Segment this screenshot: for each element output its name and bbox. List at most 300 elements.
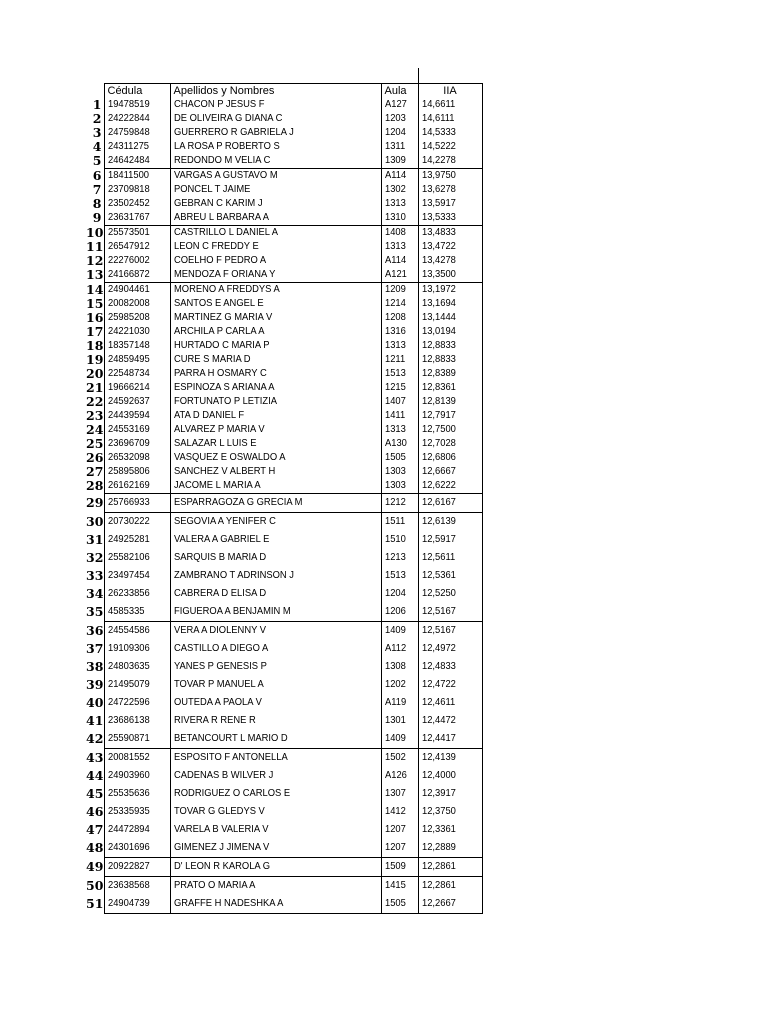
- cedula-cell: [104, 676, 170, 694]
- cedula-cell: [104, 226, 170, 241]
- name-cell-text: ESPARRAGOZA G GRECIA M: [173, 497, 302, 508]
- cedula-cell-text: 20922827: [107, 861, 150, 872]
- row-number: [86, 325, 104, 339]
- iia-cell-text: 12,4417: [421, 733, 456, 744]
- table-body: [86, 98, 482, 914]
- cedula-cell: [104, 98, 170, 112]
- table-row: [86, 451, 482, 465]
- column-header-iia: IIA: [418, 84, 482, 99]
- cedula-cell-text: 22548734: [107, 368, 150, 379]
- row-number-text: 24: [86, 423, 104, 437]
- row-number-text: 47: [86, 822, 104, 837]
- aula-cell-text: 1313: [384, 340, 406, 351]
- aula-cell-text: 1316: [384, 326, 406, 337]
- name-cell-text: MARTINEZ G MARIA V: [173, 312, 272, 323]
- row-number: [86, 465, 104, 479]
- row-number-text: 8: [92, 197, 102, 211]
- iia-cell-text: 13,4833: [421, 227, 456, 238]
- cedula-cell-text: 24759848: [107, 127, 150, 138]
- iia-cell-text: 12,7028: [421, 438, 456, 449]
- row-number: [86, 437, 104, 451]
- iia-cell-text: 12,4472: [421, 715, 456, 726]
- aula-cell: [381, 183, 418, 197]
- name-cell: [170, 254, 381, 268]
- iia-cell: [418, 211, 482, 226]
- cedula-cell-text: 25535636: [107, 788, 150, 799]
- aula-cell-text: 1511: [384, 516, 405, 527]
- aula-cell: [381, 494, 418, 513]
- table-row: [86, 513, 482, 532]
- row-number-text: 23: [86, 409, 104, 423]
- row-number-text: 44: [86, 768, 104, 783]
- iia-cell-text: 13,0194: [421, 326, 456, 337]
- aula-cell: [381, 197, 418, 211]
- cedula-cell-text: 24222844: [107, 113, 150, 124]
- row-number-text: 7: [92, 183, 102, 197]
- name-cell-text: MORENO A FREDDYS A: [173, 284, 280, 295]
- cedula-cell: [104, 567, 170, 585]
- cedula-cell: [104, 877, 170, 896]
- row-number: [86, 494, 104, 513]
- aula-cell-text: 1207: [384, 824, 406, 835]
- table-row: [86, 183, 482, 197]
- aula-cell-text: 1409: [384, 625, 406, 636]
- aula-cell: [381, 676, 418, 694]
- aula-cell-text: 1505: [384, 452, 406, 463]
- cedula-cell: [104, 803, 170, 821]
- row-number-text: 20: [86, 367, 104, 381]
- cedula-cell-text: 24642484: [107, 155, 150, 166]
- row-number-text: 30: [86, 513, 104, 529]
- iia-cell: [418, 513, 482, 532]
- row-number-text: 17: [86, 325, 104, 339]
- cedula-cell-text: 19109306: [107, 643, 150, 654]
- cedula-cell-text: 24472894: [107, 824, 150, 835]
- row-number: [86, 140, 104, 154]
- aula-cell-text: 1204: [384, 588, 406, 599]
- table-row: [86, 785, 482, 803]
- table-row: [86, 211, 482, 226]
- row-number: [86, 895, 104, 914]
- cedula-cell: [104, 254, 170, 268]
- row-number: [86, 339, 104, 353]
- table-row: [86, 395, 482, 409]
- iia-cell-text: 12,4722: [421, 679, 456, 690]
- table-row: [86, 254, 482, 268]
- row-number: [86, 839, 104, 858]
- iia-cell: [418, 712, 482, 730]
- table-row: [86, 622, 482, 641]
- name-cell-text: PONCEL T JAIME: [173, 184, 250, 195]
- cedula-cell: [104, 622, 170, 641]
- aula-cell-text: A127: [384, 99, 407, 110]
- name-cell-text: VARGAS A GUSTAVO M: [173, 170, 278, 181]
- row-number-text: 25: [86, 437, 104, 451]
- aula-cell-text: 1513: [384, 368, 406, 379]
- table-row: [86, 423, 482, 437]
- row-number-text: 12: [86, 254, 104, 268]
- name-cell: [170, 367, 381, 381]
- aula-cell-text: 1212: [384, 497, 406, 508]
- cedula-cell-text: 22276002: [107, 255, 150, 266]
- aula-cell: [381, 513, 418, 532]
- row-number-text: 6: [92, 168, 102, 183]
- cedula-cell-text: 24925281: [107, 534, 150, 545]
- name-cell: [170, 339, 381, 353]
- row-number: [86, 197, 104, 211]
- aula-cell-text: 1308: [384, 661, 406, 672]
- aula-cell-text: 1303: [384, 480, 406, 491]
- aula-cell: [381, 479, 418, 494]
- iia-cell: [418, 395, 482, 409]
- iia-cell: [418, 437, 482, 451]
- row-number: [86, 297, 104, 311]
- cedula-cell: [104, 126, 170, 140]
- aula-cell: [381, 437, 418, 451]
- cedula-cell: [104, 367, 170, 381]
- row-number: [86, 367, 104, 381]
- aula-cell: [381, 240, 418, 254]
- aula-cell: [381, 283, 418, 298]
- aula-cell: [381, 622, 418, 641]
- row-number-text: 19: [86, 353, 104, 367]
- iia-cell-text: 12,5917: [421, 534, 456, 545]
- name-cell: [170, 640, 381, 658]
- table-row: [86, 311, 482, 325]
- aula-cell-text: 1214: [384, 298, 406, 309]
- iia-cell: [418, 640, 482, 658]
- row-number: [86, 640, 104, 658]
- iia-cell: [418, 531, 482, 549]
- cedula-cell: [104, 140, 170, 154]
- table-row: [86, 140, 482, 154]
- row-number-text: 15: [86, 297, 104, 311]
- name-cell: [170, 353, 381, 367]
- row-number-text: 11: [86, 240, 104, 254]
- cedula-cell-text: 23686138: [107, 715, 150, 726]
- aula-cell: [381, 311, 418, 325]
- row-number: [86, 451, 104, 465]
- cedula-cell-text: 26233856: [107, 588, 150, 599]
- iia-cell-text: 13,9750: [421, 170, 456, 181]
- iia-cell: [418, 730, 482, 749]
- row-number-text: 42: [86, 731, 104, 747]
- iia-cell: [418, 183, 482, 197]
- name-cell-text: CURE S MARIA D: [173, 354, 251, 365]
- cedula-cell-text: 25335935: [107, 806, 150, 817]
- iia-cell-text: 12,4139: [421, 752, 456, 763]
- cedula-cell: [104, 268, 170, 283]
- name-cell-text: CASTRILLO L DANIEL A: [173, 227, 278, 238]
- iia-cell-text: 12,4833: [421, 661, 456, 672]
- table-row: [86, 821, 482, 839]
- cedula-cell: [104, 549, 170, 567]
- iia-cell: [418, 658, 482, 676]
- iia-cell-text: 12,5361: [421, 570, 456, 581]
- name-cell-text: GEBRAN C KARIM J: [173, 198, 263, 209]
- name-cell: [170, 197, 381, 211]
- row-number: [86, 479, 104, 494]
- name-cell-text: ABREU L BARBARA A: [173, 212, 269, 223]
- row-number: [86, 730, 104, 749]
- iia-cell: [418, 98, 482, 112]
- aula-cell-text: A126: [384, 770, 407, 781]
- name-cell-text: CADENAS B WILVER J: [173, 770, 273, 781]
- row-number: [86, 858, 104, 877]
- column-header-nombres: Apellidos y Nombres: [170, 84, 381, 99]
- aula-cell-text: A121: [384, 269, 407, 280]
- cedula-cell: [104, 211, 170, 226]
- row-number-header: [86, 84, 104, 99]
- iia-cell: [418, 169, 482, 184]
- name-cell: [170, 465, 381, 479]
- row-number: [86, 268, 104, 283]
- cedula-cell-text: 24803635: [107, 661, 150, 672]
- aula-cell: [381, 585, 418, 603]
- row-number: [86, 803, 104, 821]
- cedula-cell: [104, 694, 170, 712]
- iia-cell: [418, 785, 482, 803]
- cedula-cell-text: 23502452: [107, 198, 150, 209]
- row-number: [86, 585, 104, 603]
- row-number: [86, 169, 104, 184]
- cedula-cell-text: 19478519: [107, 99, 150, 110]
- iia-cell: [418, 585, 482, 603]
- iia-cell-text: 12,3750: [421, 806, 456, 817]
- aula-cell: [381, 381, 418, 395]
- name-cell: [170, 226, 381, 241]
- row-number: [86, 603, 104, 622]
- name-cell: [170, 549, 381, 567]
- table-row: [86, 877, 482, 896]
- cedula-cell-text: 26547912: [107, 241, 150, 252]
- row-number: [86, 767, 104, 785]
- aula-cell-text: A114: [384, 170, 406, 181]
- table-row: [86, 585, 482, 603]
- aula-cell-text: 1215: [384, 382, 406, 393]
- cedula-cell: [104, 409, 170, 423]
- aula-cell-text: 1313: [384, 241, 406, 252]
- cedula-cell: [104, 603, 170, 622]
- cedula-cell: [104, 513, 170, 532]
- cedula-cell: [104, 395, 170, 409]
- name-cell: [170, 395, 381, 409]
- cedula-cell: [104, 197, 170, 211]
- iia-cell-text: 12,5167: [421, 625, 456, 636]
- row-number: [86, 98, 104, 112]
- name-cell: [170, 240, 381, 254]
- name-cell-text: VASQUEZ E OSWALDO A: [173, 452, 285, 463]
- name-cell-text: D' LEON R KAROLA G: [173, 861, 270, 872]
- row-number: [86, 409, 104, 423]
- name-cell: [170, 451, 381, 465]
- iia-cell-text: 13,5917: [421, 198, 456, 209]
- name-cell: [170, 409, 381, 423]
- iia-cell-text: 13,4722: [421, 241, 456, 252]
- row-number: [86, 513, 104, 532]
- iia-cell-text: 14,5333: [421, 127, 456, 138]
- name-cell-text: DE OLIVEIRA G DIANA C: [173, 113, 282, 124]
- iia-cell: [418, 603, 482, 622]
- name-cell: [170, 126, 381, 140]
- aula-cell: [381, 423, 418, 437]
- cedula-cell-text: 25590871: [107, 733, 150, 744]
- iia-cell-text: 12,2889: [421, 842, 456, 853]
- aula-cell: [381, 395, 418, 409]
- aula-cell-text: 1408: [384, 227, 406, 238]
- iia-cell: [418, 451, 482, 465]
- cedula-cell: [104, 437, 170, 451]
- name-cell: [170, 513, 381, 532]
- iia-cell: [418, 297, 482, 311]
- aula-cell-text: 1412: [384, 806, 406, 817]
- aula-cell-text: 1313: [384, 198, 406, 209]
- table-row: [86, 98, 482, 112]
- name-cell: [170, 603, 381, 622]
- name-cell: [170, 676, 381, 694]
- iia-cell-text: 12,4972: [421, 643, 456, 654]
- name-cell-text: ESPINOZA S ARIANA A: [173, 382, 275, 393]
- name-cell-text: LA ROSA P ROBERTO S: [173, 141, 280, 152]
- aula-cell: [381, 465, 418, 479]
- row-number: [86, 254, 104, 268]
- iia-cell-text: 12,4611: [421, 697, 455, 708]
- name-cell: [170, 895, 381, 914]
- cedula-cell: [104, 311, 170, 325]
- table-row: [86, 325, 482, 339]
- cedula-cell-text: 20730222: [107, 516, 150, 527]
- aula-cell-text: 1313: [384, 424, 406, 435]
- iia-cell: [418, 339, 482, 353]
- iia-cell: [418, 821, 482, 839]
- name-cell: [170, 479, 381, 494]
- iia-cell: [418, 494, 482, 513]
- iia-cell: [418, 479, 482, 494]
- row-number: [86, 154, 104, 169]
- iia-cell: [418, 803, 482, 821]
- cedula-cell: [104, 154, 170, 169]
- name-cell-text: CHACON P JESUS F: [173, 99, 264, 110]
- cedula-cell-text: 19666214: [107, 382, 150, 393]
- table-row: [86, 895, 482, 914]
- name-cell: [170, 803, 381, 821]
- row-number: [86, 749, 104, 768]
- column-header-cedula: Cédula: [104, 84, 170, 99]
- cedula-cell-text: 23497454: [107, 570, 150, 581]
- name-cell: [170, 821, 381, 839]
- row-number: [86, 183, 104, 197]
- aula-cell-text: 1415: [384, 880, 406, 891]
- row-number: [86, 311, 104, 325]
- aula-cell: [381, 409, 418, 423]
- table-row: [86, 381, 482, 395]
- iia-cell: [418, 254, 482, 268]
- name-cell-text: FIGUEROA A BENJAMIN M: [173, 606, 291, 617]
- iia-cell-text: 12,2861: [421, 861, 456, 872]
- row-number-text: 2: [92, 112, 102, 126]
- aula-cell: [381, 254, 418, 268]
- name-cell-text: GUERRERO R GABRIELA J: [173, 127, 294, 138]
- table-row: [86, 197, 482, 211]
- aula-cell: [381, 549, 418, 567]
- row-number: [86, 821, 104, 839]
- name-cell-text: SANCHEZ V ALBERT H: [173, 466, 275, 477]
- cedula-cell: [104, 112, 170, 126]
- iia-cell-text: 12,8833: [421, 354, 456, 365]
- table-row: [86, 226, 482, 241]
- aula-cell-text: 1303: [384, 466, 406, 477]
- table-row: [86, 730, 482, 749]
- row-number-text: 41: [86, 713, 104, 728]
- aula-cell: [381, 112, 418, 126]
- aula-cell: [381, 821, 418, 839]
- name-cell: [170, 154, 381, 169]
- aula-cell: [381, 839, 418, 858]
- iia-cell: [418, 767, 482, 785]
- aula-cell-text: 1510: [384, 534, 406, 545]
- name-cell-text: VALERA A GABRIEL E: [173, 534, 269, 545]
- row-number: [86, 712, 104, 730]
- row-number-text: 40: [86, 695, 104, 710]
- iia-cell: [418, 268, 482, 283]
- aula-cell-text: A114: [384, 255, 406, 266]
- cedula-cell-text: 25573501: [107, 227, 150, 238]
- iia-cell: [418, 154, 482, 169]
- table-row: [86, 169, 482, 184]
- table-row: [86, 749, 482, 768]
- iia-cell: [418, 549, 482, 567]
- aula-cell: [381, 658, 418, 676]
- row-number: [86, 658, 104, 676]
- table-row: [86, 126, 482, 140]
- table-row: [86, 839, 482, 858]
- cedula-cell-text: 24722596: [107, 697, 150, 708]
- name-cell: [170, 112, 381, 126]
- row-number-text: 49: [86, 859, 104, 874]
- row-number: [86, 549, 104, 567]
- row-number: [86, 112, 104, 126]
- name-cell: [170, 622, 381, 641]
- name-cell: [170, 839, 381, 858]
- aula-cell-text: 1509: [384, 861, 406, 872]
- name-cell: [170, 730, 381, 749]
- aula-cell-text: 1513: [384, 570, 406, 581]
- aula-cell: [381, 531, 418, 549]
- cedula-cell: [104, 767, 170, 785]
- aula-cell-text: 1309: [384, 155, 406, 166]
- row-number-text: 10: [86, 225, 104, 240]
- name-cell: [170, 211, 381, 226]
- aula-cell: [381, 297, 418, 311]
- aula-cell: [381, 767, 418, 785]
- name-cell-text: FORTUNATO P LETIZIA: [173, 396, 277, 407]
- iia-cell-text: 12,8833: [421, 340, 456, 351]
- name-cell-text: TOVAR P MANUEL A: [173, 679, 264, 690]
- iia-cell-text: 14,6111: [421, 113, 454, 124]
- row-number-text: 32: [86, 550, 104, 565]
- cedula-cell-text: 23709818: [107, 184, 150, 195]
- row-number-text: 38: [86, 659, 104, 674]
- row-number-text: 39: [86, 677, 104, 692]
- aula-cell-text: 1505: [384, 898, 406, 909]
- cedula-cell-text: 23631767: [107, 212, 150, 223]
- iia-cell-text: 13,4278: [421, 255, 456, 266]
- row-number-text: 48: [86, 840, 104, 856]
- iia-cell: [418, 622, 482, 641]
- iia-cell: [418, 367, 482, 381]
- cedula-cell-text: 23696709: [107, 438, 150, 449]
- name-cell-text: TOVAR G GLEDYS V: [173, 806, 265, 817]
